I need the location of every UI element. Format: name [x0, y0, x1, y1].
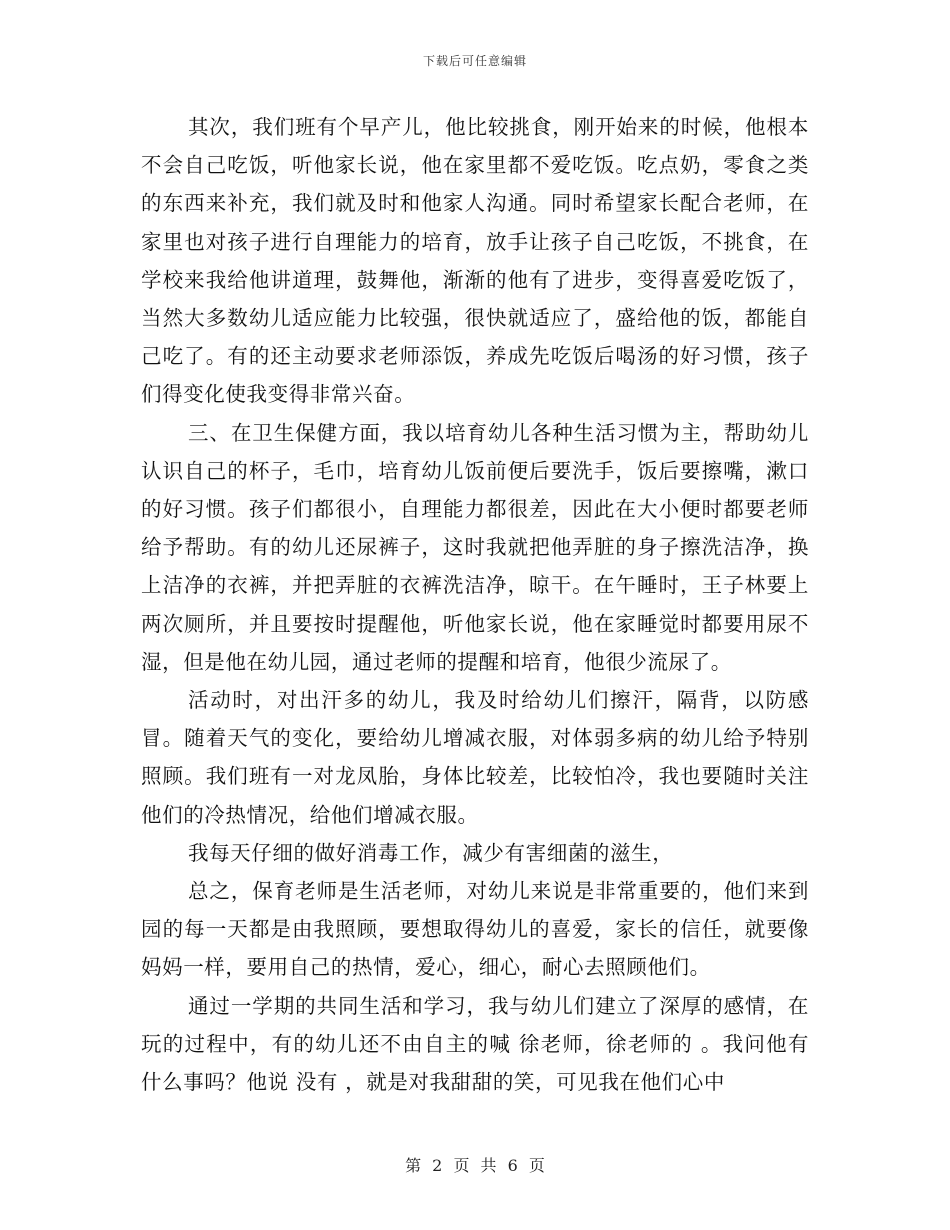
paragraph: 活动时，对出汗多的幼儿，我及时给幼儿们擦汗，隔背，以防感冒。随着天气的变化，要给幼儿增减衣服，对体弱多病的幼儿给予特别照顾。我们班有一对龙凤胎，身体比较差，比较怕冷，我也要随时关注他们的冷热情况，给他们增减衣服。	[141, 688, 809, 827]
page-header: 下载后可任意编辑	[422, 54, 527, 68]
paragraph: 三、在卫生保健方面，我以培育幼儿各种生活习惯为主，帮助幼儿认识自己的杯子，毛巾，培育幼儿饭前便后要洗手，饭后要擦嘴，漱口的好习惯。孩子们都很小，自理能力都很差，因此在大小便时都要老师给予帮助。有的幼儿还尿裤子，这时我就把他弄脏的身子擦洗洁净，换上洁净的衣裤，并把弄脏的衣裤洗洁净，晾干。在午睡时，王子林要上两次厕所，并且要按时提醒他，听他家长说，他在家睡觉时都要用尿不湿，但是他在幼儿园，通过老师的提醒和培育，他很少流尿了。	[141, 420, 809, 674]
document-body	[141, 108, 809, 1101]
paragraph: 通过一学期的共同生活和学习，我与幼儿们建立了深厚的感情，在玩的过程中，有的幼儿还不由自主的喊 徐老师，徐老师的 。我问他有什么事吗？他说 没有 ，就是对我甜甜的笑，可见我在他们心中	[141, 993, 809, 1095]
paragraph: 其次，我们班有个早产儿，他比较挑食，刚开始来的时候，他根本不会自己吃饭，听他家长说，他在家里都不爱吃饭。吃点奶，零食之类的东西来补充，我们就及时和他家人沟通。同时希望家长配合老师，在家里也对孩子进行自理能力的培育，放手让孩子自己吃饭，不挑食，在学校来我给他讲道理，鼓舞他，渐渐的他有了进步，变得喜爱吃饭了，当然大多数幼儿适应能力比较强，很快就适应了，盛给他的饭，都能自己吃了。有的还主动要求老师添饭，养成先吃饭后喝汤的好习惯，孩子们得变化使我变得非常兴奋。	[141, 115, 809, 407]
paragraph: 总之，保育老师是生活老师，对幼儿来说是非常重要的，他们来到园的每一天都是由我照顾，要想取得幼儿的喜爱，家长的信任，就要像妈妈一样，要用自己的热情，爱心，细心，耐心去照顾他们。	[141, 879, 809, 980]
paragraph: 我每天仔细的做好消毒工作，减少有害细菌的滋生，	[188, 840, 674, 865]
page-number: 第 2 页 共 6 页	[405, 1156, 545, 1175]
